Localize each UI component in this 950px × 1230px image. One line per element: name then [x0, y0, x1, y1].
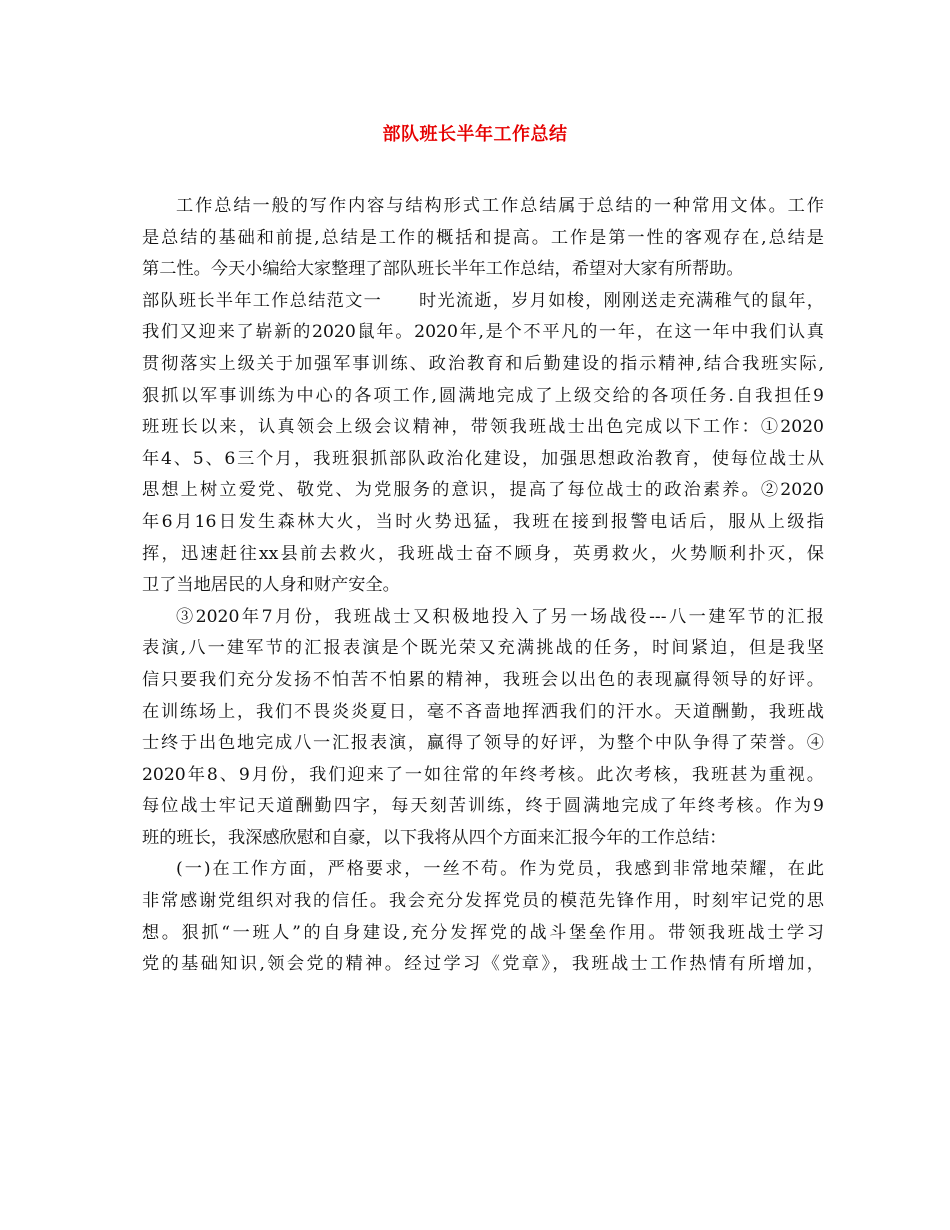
- paragraph-line: 2020年8、9月份，我们迎来了一如往常的年终考核。此次考核，我班甚为重视。: [142, 764, 824, 785]
- paragraph-line: (一)在工作方面，严格要求，一丝不苟。作为党员，我感到非常地荣耀，在此: [176, 859, 824, 880]
- paragraph-line: 工作总结一般的写作内容与结构形式工作总结属于总结的一种常用文体。工作: [176, 196, 824, 216]
- paragraph-line: 在训练场上，我们不畏炎炎夏日，毫不吝啬地挥洒我们的汗水。天道酬勤，我班战: [142, 701, 824, 722]
- document-title: 部队班长半年工作总结: [382, 124, 568, 145]
- paragraph-line: 非常感谢党组织对我的信任。我会充分发挥党员的模范先锋作用，时刻牢记党的思: [142, 891, 824, 912]
- paragraph-line: 贯彻落实上级关于加强军事训练、政治教育和后勤建设的指示精神,结合我班实际,: [142, 353, 824, 374]
- paragraph-line: 每位战士牢记天道酬勤四字，每天刻苦训练，终于圆满地完成了年终考核。作为9: [142, 796, 824, 817]
- paragraph-line: 第二性。今天小编给大家整理了部队班长半年工作总结，希望对大家有所帮助。: [142, 259, 744, 280]
- paragraph-line: 年6月16日发生森林大火，当时火势迅猛，我班在接到报警电话后，服从上级指: [142, 511, 824, 532]
- paragraph-line: 班的班长，我深感欣慰和自豪，以下我将从四个方面来汇报今年的工作总结：: [142, 827, 727, 848]
- paragraph-line: 士终于出色地完成八一汇报表演，赢得了领导的好评，为整个中队争得了荣誉。④: [142, 733, 824, 754]
- paragraph-line: 我们又迎来了崭新的2020鼠年。2020年,是个不平凡的一年，在这一年中我们认真: [142, 322, 824, 343]
- paragraph-line: 挥，迅速赶往xx县前去救火，我班战士奋不顾身，英勇救火，火势顺利扑灭，保: [142, 543, 824, 564]
- paragraph-line: 想。狠抓“一班人”的自身建设,充分发挥党的战斗堡垒作用。带领我班战士学习: [142, 922, 824, 943]
- paragraph-line: 卫了当地居民的人身和财产安全。: [142, 575, 400, 596]
- paragraph-line: 年4、5、6三个月，我班狠抓部队政治化建设，加强思想政治教育，使每位战士从: [142, 448, 824, 469]
- document-body: [142, 191, 824, 981]
- paragraph-line: 是总结的基础和前提,总结是工作的概括和提高。工作是第一性的客观存在,总结是: [142, 227, 824, 248]
- paragraph-line: ③2020年7月份，我班战士又积极地投入了另一场战役---八一建军节的汇报: [176, 606, 824, 627]
- paragraph-line: 部队班长半年工作总结范文一 时光流逝，岁月如梭，刚刚送走充满稚气的鼠年，: [142, 290, 824, 311]
- paragraph-line: 信只要我们充分发扬不怕苦不怕累的精神，我班会以出色的表现赢得领导的好评。: [142, 669, 824, 690]
- paragraph-line: 思想上树立爱党、敬党、为党服务的意识，提高了每位战士的政治素养。②2020: [142, 480, 824, 501]
- paragraph-line: 表演,八一建军节的汇报表演是个既光荣又充满挑战的任务，时间紧迫，但是我坚: [142, 638, 824, 659]
- paragraph-line: 党的基础知识,领会党的精神。经过学习《党章》，我班战士工作热情有所增加，: [142, 954, 824, 975]
- paragraph-line: 班班长以来，认真领会上级会议精神，带领我班战士出色完成以下工作：①2020: [142, 417, 824, 438]
- paragraph-line: 狠抓以军事训练为中心的各项工作,圆满地完成了上级交给的各项任务.自我担任9: [142, 385, 824, 406]
